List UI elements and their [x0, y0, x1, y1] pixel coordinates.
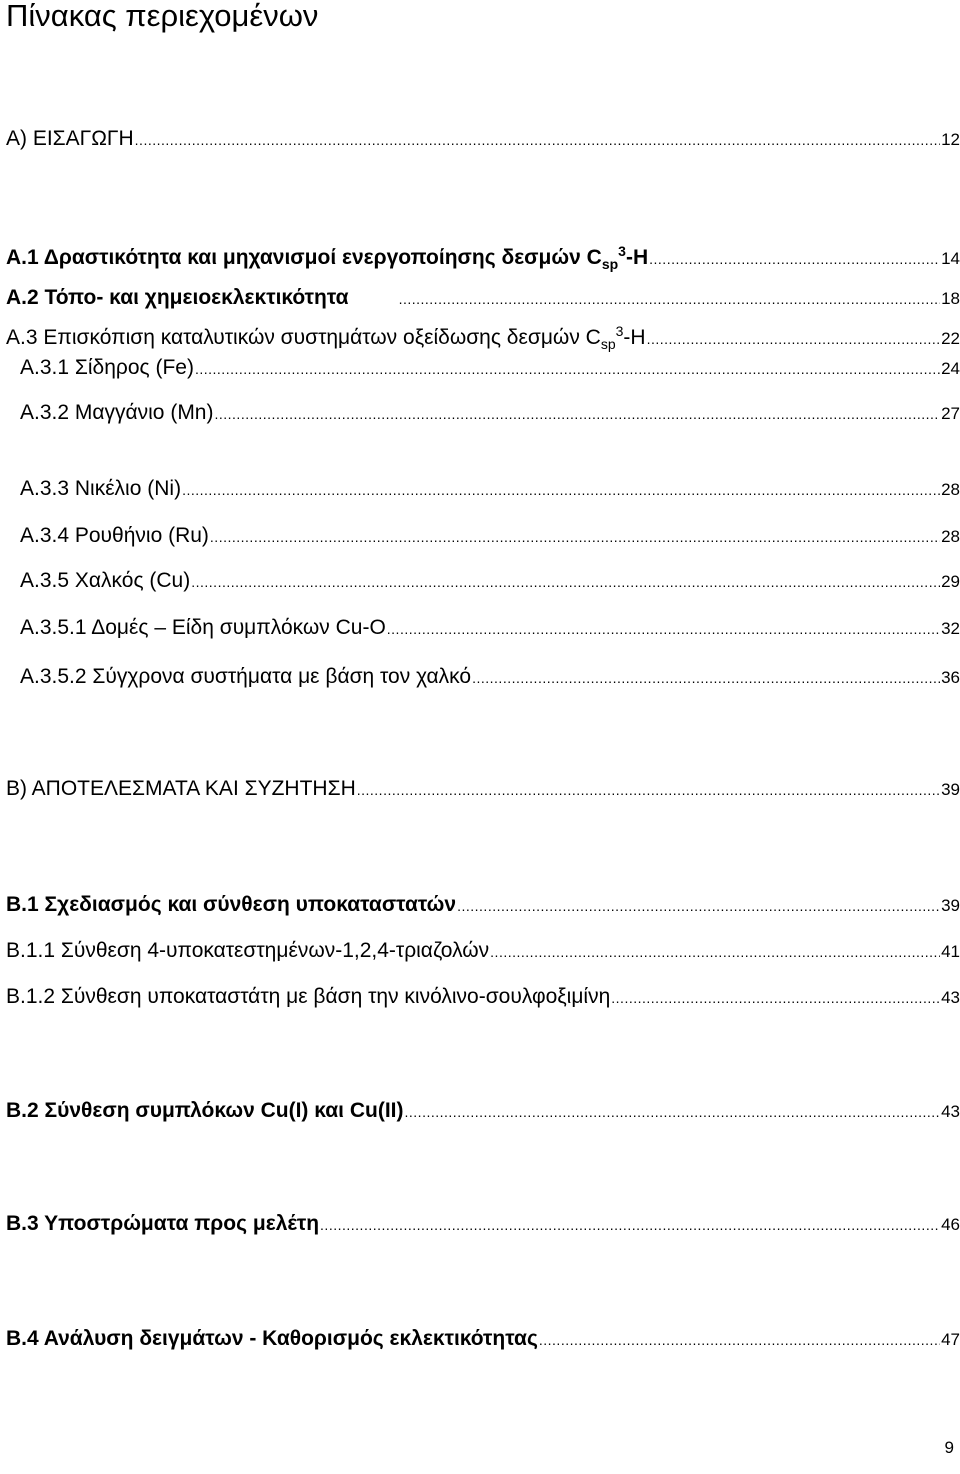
- toc-leader-dots: [210, 522, 940, 552]
- toc-entry-b4[interactable]: [6, 1324, 960, 1354]
- toc-entry-a3[interactable]: [6, 323, 960, 353]
- toc-entry-a35[interactable]: [20, 566, 960, 596]
- toc-entry-a31[interactable]: [20, 353, 960, 383]
- toc-entry-page: 28: [941, 480, 960, 499]
- toc-leader-dots: [387, 614, 940, 644]
- toc-entry-results[interactable]: [6, 774, 960, 804]
- toc-entry-b2[interactable]: [6, 1096, 960, 1126]
- toc-entry-label: Β.1.1 Σύνθεση 4-υποκατεστημένων-1,2,4-τριαζολών: [6, 939, 490, 962]
- toc-entry-label: Α.3.5.2 Σύγχρονα συστήματα με βάση τον χαλκό: [20, 665, 472, 688]
- toc-entry-a34[interactable]: [20, 521, 960, 551]
- toc-entry-page: 32: [941, 619, 960, 638]
- toc-leader-dots: [611, 983, 940, 1013]
- toc-entry-page: 46: [941, 1215, 960, 1234]
- toc-entry-b11[interactable]: [6, 936, 960, 966]
- toc-leader-dots: [191, 567, 940, 597]
- toc-entry-label: Β) ΑΠΟΤΕΛΕΣΜΑΤΑ ΚΑΙ ΣΥΖΗΤΗΣΗ: [6, 777, 356, 800]
- toc-leader-dots: [135, 125, 940, 155]
- toc-leader-dots: [405, 1097, 941, 1127]
- toc-leader-dots: [399, 284, 941, 314]
- toc-entry-label: Α.3.4 Ρουθήνιο (Ru): [20, 524, 209, 547]
- toc-entry-page: 43: [941, 1102, 960, 1121]
- toc-entry-a1[interactable]: [6, 243, 960, 273]
- page-number: 9: [944, 1438, 954, 1457]
- toc-leader-dots: [182, 475, 940, 505]
- toc-entry-label: Α.3.1 Σίδηρος (Fe): [20, 356, 194, 379]
- toc-entry-a33[interactable]: [20, 474, 960, 504]
- toc-entry-page: 22: [941, 329, 960, 348]
- toc-entry-page: 29: [941, 572, 960, 591]
- toc-leader-dots: [195, 354, 940, 384]
- toc-entry-label: Α.3 Επισκόπιση καταλυτικών συστημάτων οξείδωσης δεσμών $C_{sp}^3-H$: [6, 323, 646, 353]
- toc-entry-label: Α) ΕΙΣΑΓΩΓΗ: [6, 127, 134, 150]
- page-title: Πίνακας περιεχομένων: [6, 0, 319, 33]
- toc-leader-dots: [539, 1325, 940, 1355]
- toc-leader-dots: [357, 775, 940, 805]
- toc-entry-page: 28: [941, 527, 960, 546]
- toc-entry-label: Α.3.5.1 Δομές – Είδη συμπλόκων Cu-O: [20, 616, 386, 639]
- toc-entry-page: 18: [941, 289, 960, 308]
- toc-entry-a351[interactable]: [20, 613, 960, 643]
- toc-entry-label: Β.4 Ανάλυση δειγμάτων - Καθορισμός εκλεκτικότητας: [6, 1327, 538, 1350]
- toc-entry-label: Β.1 Σχεδιασμός και σύνθεση υποκαταστατών: [6, 893, 457, 916]
- toc-entry-page: 41: [941, 942, 960, 961]
- toc-leader-dots: [647, 324, 940, 354]
- toc-entry-b1[interactable]: [6, 890, 960, 920]
- toc-leader-dots: [214, 399, 940, 429]
- toc-entry-page: 43: [941, 988, 960, 1007]
- toc-entry-page: 39: [941, 780, 960, 799]
- toc-entry-page: 36: [941, 668, 960, 687]
- toc-entry-page: 14: [941, 249, 960, 268]
- toc-entry-page: 39: [941, 896, 960, 915]
- toc-entry-label: Β.1.2 Σύνθεση υποκαταστάτη με βάση την κινόλινο-σουλφοξιμίνη: [6, 985, 611, 1008]
- toc-entry-intro[interactable]: [6, 124, 960, 154]
- toc-leader-dots: [457, 891, 940, 921]
- toc-entry-label: Α.1 Δραστικότητα και μηχανισμοί ενεργοποίησης δεσμών $C_{sp}^3-H$: [6, 243, 649, 273]
- toc-entry-page: 24: [941, 359, 960, 378]
- toc-entry-a2[interactable]: [6, 283, 960, 313]
- toc-entry-a32[interactable]: [20, 398, 960, 428]
- toc-leader-dots: [472, 663, 940, 693]
- toc-leader-dots: [490, 937, 940, 967]
- toc-entry-label: Α.3.3 Νικέλιο (Ni): [20, 477, 182, 500]
- toc-entry-label: Α.2 Τόπο- και χημειοεκλεκτικότητα: [6, 286, 349, 309]
- toc-leader-dots: [320, 1210, 940, 1240]
- toc-entry-page: 12: [941, 130, 960, 149]
- toc-entry-b3[interactable]: [6, 1209, 960, 1239]
- toc-entry-b12[interactable]: [6, 982, 960, 1012]
- toc-entry-label: Β.3 Υποστρώματα προς μελέτη: [6, 1212, 320, 1235]
- toc-entry-a352[interactable]: [20, 662, 960, 692]
- toc-entry-label: Α.3.2 Μαγγάνιο (Mn): [20, 401, 214, 424]
- toc-leader-dots: [649, 244, 940, 274]
- toc-entry-label: Β.2 Σύνθεση συμπλόκων Cu(I) και Cu(II): [6, 1099, 404, 1122]
- toc-entry-page: 47: [941, 1330, 960, 1349]
- toc-entry-label: Α.3.5 Χαλκός (Cu): [20, 569, 191, 592]
- toc-entry-page: 27: [941, 404, 960, 423]
